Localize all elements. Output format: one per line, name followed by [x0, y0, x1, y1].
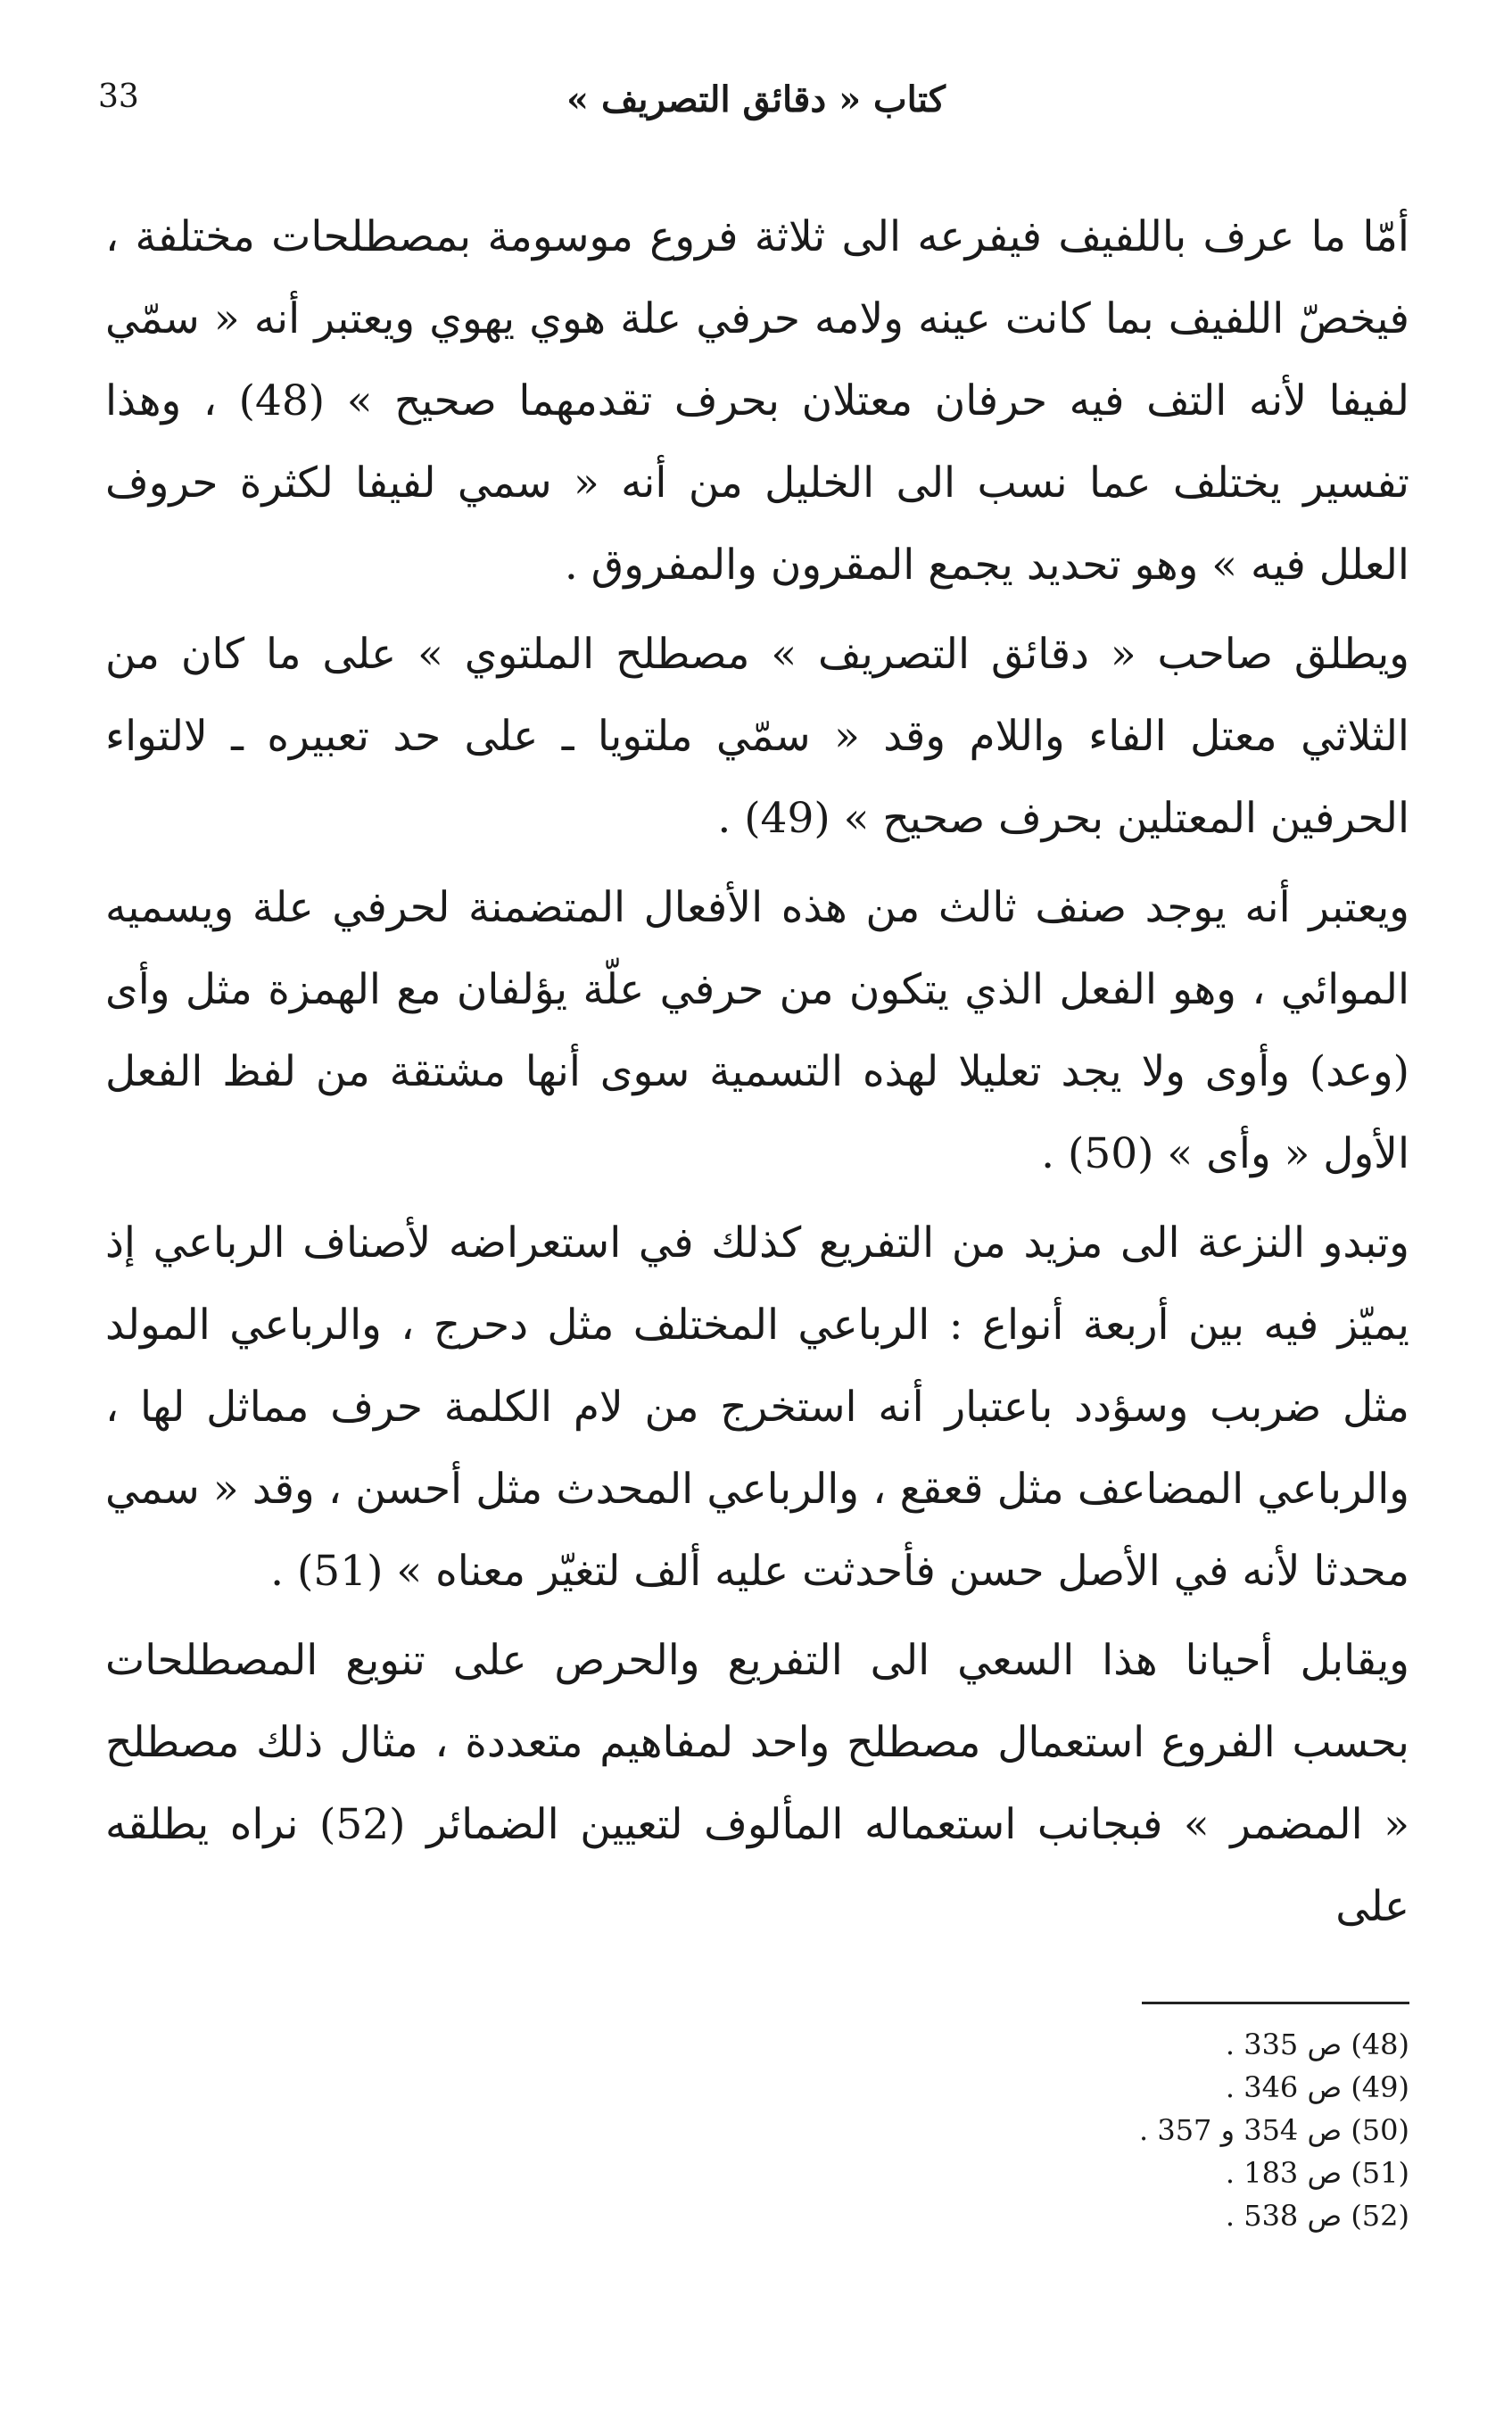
- paragraph: ويعتبر أنه يوجد صنف ثالث من هذه الأفعال المتضمنة لحرفي علة ويسميه الموائي ، وهو الفعل الذي يتكون من حرفي علّة يؤلفان مع الهمزة مثل وأى (وعد) وأوى ولا يجد تعليلا لهذه التسمية سوى أنها مشتقة من لفظ الفعل الأول « وأى » (50) .: [105, 883, 1409, 1178]
- footnote: (52) ص 538 .: [1225, 2199, 1409, 2233]
- paragraph: ويقابل أحيانا هذا السعي الى التفريع والحرص على تنويع المصطلحات بحسب الفروع استعمال مصطلح واحد لمفاهيم متعددة ، مثال ذلك مصطلح « المضمر » فبجانب استعماله المألوف لتعيين الضمائر (52) نراه يطلقه على: [105, 1636, 1410, 1931]
- footnote: (48) ص 335 .: [1225, 2028, 1409, 2061]
- page-number: 33: [98, 78, 139, 115]
- running-title: كتاب « دقائق التصريف »: [566, 78, 946, 120]
- body-text: [105, 196, 1409, 1955]
- page-header: [98, 78, 1414, 132]
- footnote: (50) ص 354 و 357 .: [1138, 2113, 1409, 2147]
- footnotes: [963, 2023, 1409, 2237]
- footnote: (49) ص 346 .: [1225, 2070, 1409, 2104]
- paragraph: أمّا ما عرف باللفيف فيفرعه الى ثلاثة فروع موسومة بمصطلحات مختلفة ، فيخصّ اللفيف بما كانت عينه ولامه حرفي علة هوي يهوي ويعتبر أنه « سمّي لفيفا لأنه التف فيه حرفان معتلان بحرف تقدمهما صحيح » (48) ، وهذا تفسير يختلف عما نسب الى الخليل من أنه « سمي لفيفا لكثرة حروف العلل فيه » وهو تحديد يجمع المقرون والمفروق .: [105, 212, 1409, 590]
- footnote: (51) ص 183 .: [1225, 2156, 1409, 2190]
- footnote-divider: [1142, 2002, 1409, 2004]
- paragraph: ويطلق صاحب « دقائق التصريف » مصطلح الملتوي » على ما كان من الثلاثي معتل الفاء واللام وقد « سمّي ملتويا ـ على حد تعبيره ـ لالتواء الحرفين المعتلين بحرف صحيح » (49) .: [105, 630, 1409, 843]
- paragraph: وتبدو النزعة الى مزيد من التفريع كذلك في استعراضه لأصناف الرباعي إذ يميّز فيه بين أربعة أنواع : الرباعي المختلف مثل دحرج ، والرباعي المولد مثل ضربب وسؤدد باعتبار أنه استخرج من لام الكلمة حرف مماثل لها ، والرباعي المضاعف مثل قعقع ، والرباعي المحدث مثل أحسن ، وقد « سمي محدثا لأنه في الأصل حسن فأحدثت عليه ألف لتغيّر معناه » (51) .: [105, 1218, 1410, 1596]
